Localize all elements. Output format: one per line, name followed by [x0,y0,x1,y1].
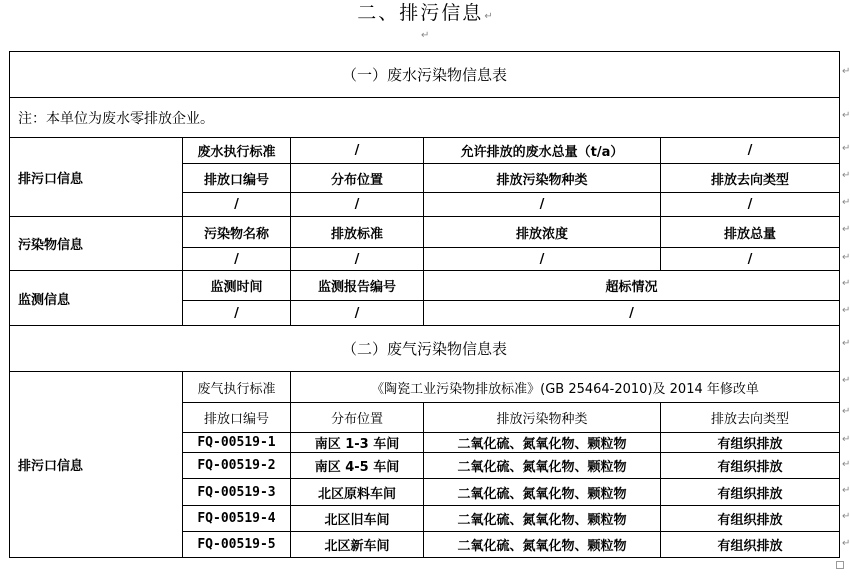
outlet-discharge: 有组织排放 [661,453,840,479]
column-header: 排放口编号 [183,403,291,433]
paragraph-mark-icon: ↵ [484,11,493,22]
outlet-discharge: 有组织排放 [661,479,840,506]
paragraph-mark-icon: ↵ [842,170,850,181]
paragraph-mark-icon: ↵ [842,143,850,154]
exhaust-standard-label: 废气执行标准 [183,372,291,403]
column-header: 排放浓度 [424,217,661,248]
wastewater-note-row [10,98,840,138]
column-header: 排放去向类型 [661,164,840,193]
outlet-discharge: 有组织排放 [661,506,840,532]
exhaust-standard-value: 《陶瓷工业污染物排放标准》(GB 25464-2010)及 2014 年修改单 [291,372,840,403]
outlet-id: FQ-00519-5 [183,532,291,558]
paragraph-mark-icon: ↵ [842,538,850,549]
table-cell: / [661,248,840,271]
paragraph-mark-icon: ↵ [842,338,850,349]
paragraph-mark-icon: ↵ [842,434,850,445]
paragraph-mark-icon: ↵ [842,406,850,417]
pollutant-info-table [9,51,840,558]
outlet-pollutants: 二氧化硫、氮氧化物、颗粒物 [424,532,661,558]
table-cell: / [424,248,661,271]
table-cell: / [183,193,291,217]
paragraph-mark-icon: ↵ [842,375,850,386]
column-header: 分布位置 [291,164,424,193]
table-cell: / [183,248,291,271]
exhaust-section-header-row [10,326,840,372]
table-row [10,217,840,248]
outlet-location: 南区 1-3 车间 [291,433,424,453]
column-header: 排放标准 [291,217,424,248]
outlet-pollutants: 二氧化硫、氮氧化物、颗粒物 [424,453,661,479]
outlet-id: FQ-00519-1 [183,433,291,453]
page-title: 二、排污信息↵ [357,2,493,24]
table-cell: / [291,301,424,326]
paragraph-mark-icon: ↵ [842,66,850,77]
table-cell: / [291,248,424,271]
column-header: 排放污染物种类 [424,403,661,433]
wastewater-outlet-group-label: 排污口信息 [10,138,183,217]
wastewater-section-title: （一）废水污染物信息表 [10,52,840,98]
outlet-id: FQ-00519-4 [183,506,291,532]
end-of-table-marker-icon [836,561,844,569]
wastewater-total-allowed-value: / [661,138,840,164]
table-cell: / [291,193,424,217]
paragraph-mark-icon: ↵ [842,224,850,235]
paragraph-mark-icon: ↵ [842,110,850,121]
wastewater-section-header-row [10,52,840,98]
column-header: 排放口编号 [183,164,291,193]
paragraph-mark-icon: ↵ [842,485,850,496]
column-header: 排放总量 [661,217,840,248]
outlet-pollutants: 二氧化硫、氮氧化物、颗粒物 [424,506,661,532]
exhaust-section-title: （二）废气污染物信息表 [10,326,840,372]
wastewater-standard-value: / [291,138,424,164]
column-header: 超标情况 [424,271,840,301]
outlet-location: 北区旧车间 [291,506,424,532]
outlet-id: FQ-00519-3 [183,479,291,506]
outlet-location: 南区 4-5 车间 [291,453,424,479]
monitor-group-label: 监测信息 [10,271,183,326]
outlet-discharge: 有组织排放 [661,433,840,453]
column-header: 监测时间 [183,271,291,301]
paragraph-mark-icon: ↵ [842,511,850,522]
table-cell: / [661,193,840,217]
column-header: 排放污染物种类 [424,164,661,193]
pollutant-group-label: 污染物信息 [10,217,183,271]
table-cell: / [424,193,661,217]
paragraph-mark-icon: ↵ [842,305,850,316]
outlet-location: 北区原料车间 [291,479,424,506]
table-cell: / [183,301,291,326]
outlet-discharge: 有组织排放 [661,532,840,558]
column-header: 监测报告编号 [291,271,424,301]
wastewater-total-allowed-label: 允许排放的废水总量（t/a） [424,138,661,164]
outlet-pollutants: 二氧化硫、氮氧化物、颗粒物 [424,433,661,453]
paragraph-mark-icon: ↵ [842,278,850,289]
outlet-pollutants: 二氧化硫、氮氧化物、颗粒物 [424,479,661,506]
column-header: 污染物名称 [183,217,291,248]
exhaust-outlet-group-label: 排污口信息 [10,372,183,558]
table-row [10,138,840,164]
table-cell: / [424,301,840,326]
column-header: 分布位置 [291,403,424,433]
paragraph-mark-icon: ↵ [421,30,430,41]
paragraph-mark-icon: ↵ [842,459,850,470]
wastewater-note: 注：本单位为废水零排放企业。 [10,98,840,138]
outlet-location: 北区新车间 [291,532,424,558]
outlet-id: FQ-00519-2 [183,453,291,479]
table-row [10,372,840,403]
column-header: 排放去向类型 [661,403,840,433]
paragraph-mark-icon: ↵ [842,252,850,263]
paragraph-mark-icon: ↵ [842,197,850,208]
wastewater-standard-label: 废水执行标准 [183,138,291,164]
table-row [10,271,840,301]
